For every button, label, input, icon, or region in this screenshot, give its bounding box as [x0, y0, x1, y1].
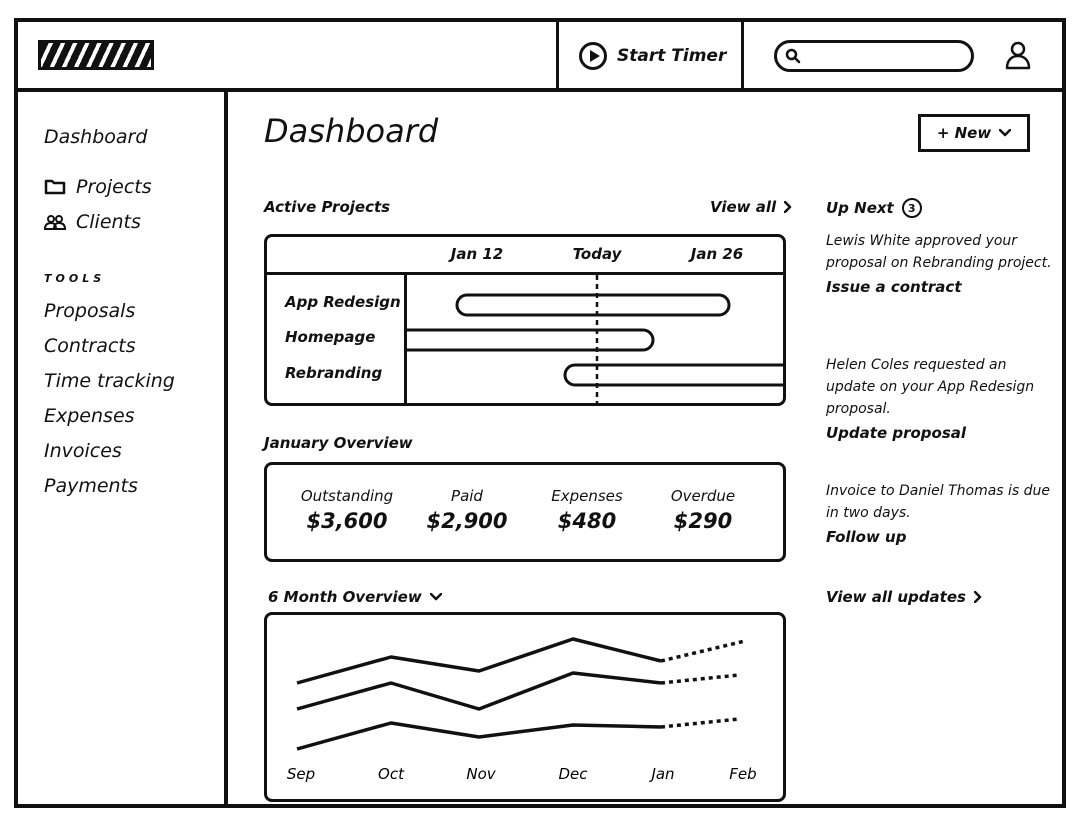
follow-up-link[interactable]: Follow up — [826, 528, 907, 546]
timeline-bars — [407, 275, 783, 403]
update-item — [826, 480, 1056, 546]
stat-label: Expenses — [551, 487, 623, 505]
project-name[interactable]: Rebranding — [285, 364, 383, 382]
stat-label: Overdue — [670, 487, 736, 505]
timer-section — [556, 22, 741, 88]
start-timer-label: Start Timer — [617, 46, 727, 66]
view-all-updates-label: View all updates — [826, 588, 966, 606]
series-line-2-projection — [661, 675, 739, 683]
stat-outstanding — [287, 487, 407, 533]
play-icon — [579, 42, 607, 70]
project-bar-homepage[interactable] — [407, 330, 653, 350]
active-projects-label: Active Projects — [264, 198, 391, 216]
sidebar-item-label: Proposals — [44, 300, 136, 322]
update-item — [826, 230, 1056, 296]
timeline-date: Today — [572, 245, 622, 263]
timeline-date: Jan 26 — [690, 245, 744, 263]
stat-label: Outstanding — [300, 487, 394, 505]
view-all-label: View all — [710, 198, 777, 216]
sidebar-item-payments[interactable] — [44, 475, 138, 497]
january-overview-card — [264, 462, 786, 562]
stat-paid — [407, 487, 527, 533]
new-button-label: + New — [936, 124, 992, 142]
chevron-right-icon — [784, 201, 792, 213]
sidebar-item-time-tracking[interactable] — [44, 370, 175, 392]
sidebar-item-expenses[interactable] — [44, 405, 135, 427]
stat-value: $3,600 — [306, 509, 388, 533]
project-labels — [267, 275, 407, 403]
month-label: Sep — [286, 765, 316, 783]
app-window — [14, 18, 1066, 808]
six-month-overview-label: 6 Month Overview — [268, 588, 422, 606]
search-box[interactable] — [774, 40, 974, 72]
stat-label: Paid — [451, 487, 483, 505]
update-text: Helen Coles requested an update on your App Redesign proposal. — [826, 357, 1035, 417]
month-label: Jan — [651, 765, 675, 783]
chevron-down-icon — [430, 593, 442, 601]
tools-section-title: TOOLS — [44, 272, 106, 285]
stat-expenses — [527, 487, 647, 533]
january-overview-label: January Overview — [264, 434, 413, 452]
stat-value: $480 — [557, 509, 617, 533]
logo — [38, 40, 154, 70]
sidebar-item-projects[interactable] — [44, 176, 152, 198]
timeline-header — [267, 237, 783, 275]
start-timer-button[interactable] — [579, 41, 726, 71]
sidebar-item-contracts[interactable] — [44, 335, 136, 357]
timeline-date: Jan 12 — [450, 245, 504, 263]
update-text: Invoice to Daniel Thomas is due in two days. — [826, 483, 1051, 521]
search-input[interactable] — [803, 46, 967, 68]
sidebar-item-label: Dashboard — [44, 126, 148, 148]
sidebar-item-label: Payments — [44, 475, 138, 497]
new-button[interactable] — [918, 114, 1030, 152]
stat-value: $2,900 — [426, 509, 508, 533]
six-month-chart-plot — [267, 615, 783, 799]
stat-value: $290 — [673, 509, 733, 533]
view-all-updates-link[interactable] — [826, 588, 982, 606]
sidebar-item-label: Projects — [76, 176, 152, 198]
sidebar-item-proposals[interactable] — [44, 300, 135, 322]
active-projects-timeline — [264, 234, 786, 406]
page-title: Dashboard — [264, 112, 439, 150]
month-label: Dec — [558, 765, 588, 783]
top-bar — [18, 22, 1062, 92]
sidebar-item-label: Expenses — [44, 405, 135, 427]
month-label: Nov — [466, 765, 496, 783]
stat-overdue — [643, 487, 763, 533]
sidebar-item-invoices[interactable] — [44, 440, 122, 462]
sidebar-item-label: Time tracking — [44, 370, 175, 392]
month-label: Oct — [378, 765, 404, 783]
folder-icon — [44, 178, 66, 196]
project-name[interactable]: Homepage — [285, 328, 376, 346]
search-icon — [785, 48, 801, 64]
issue-contract-link[interactable]: Issue a contract — [826, 278, 962, 296]
sidebar-item-label: Invoices — [44, 440, 122, 462]
chevron-down-icon — [999, 129, 1011, 137]
sidebar-item-label: Contracts — [44, 335, 136, 357]
update-item — [826, 354, 1056, 442]
series-line-2 — [297, 673, 661, 709]
series-line-3-projection — [661, 719, 739, 727]
up-next-count-badge: 3 — [902, 198, 922, 218]
user-icon[interactable] — [1004, 40, 1032, 70]
month-label: Feb — [729, 765, 757, 783]
update-proposal-link[interactable]: Update proposal — [826, 424, 967, 442]
up-next-heading — [826, 198, 922, 218]
search-section — [741, 22, 1066, 88]
sidebar — [18, 88, 228, 808]
six-month-overview-dropdown[interactable] — [268, 588, 442, 606]
sidebar-item-dashboard[interactable] — [44, 126, 147, 148]
project-name[interactable]: App Redesign — [285, 293, 401, 311]
sidebar-item-clients[interactable] — [44, 211, 141, 233]
chevron-right-icon — [974, 591, 982, 603]
users-icon — [44, 213, 66, 231]
project-bar-app-redesign[interactable] — [457, 295, 729, 315]
view-all-projects-link[interactable] — [710, 198, 792, 216]
series-line-1-projection — [661, 641, 745, 661]
update-text: Lewis White approved your proposal on Rebranding project. — [826, 233, 1052, 271]
main-content — [228, 88, 1066, 808]
series-line-3 — [297, 723, 661, 749]
six-month-chart — [264, 612, 786, 802]
up-next-label: Up Next — [826, 199, 894, 217]
sidebar-item-label: Clients — [76, 211, 141, 233]
